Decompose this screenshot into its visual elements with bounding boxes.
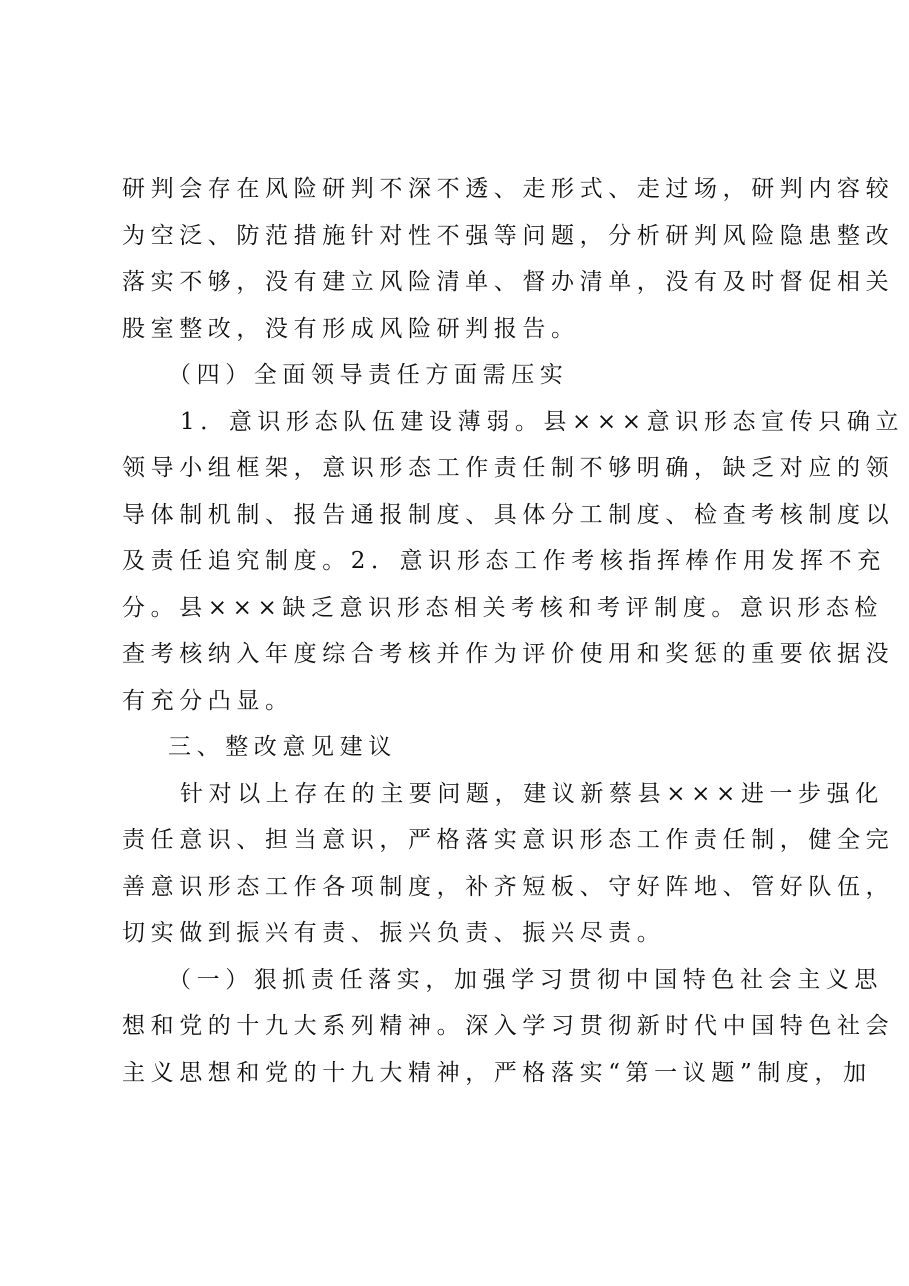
paragraph-line: （一）狠抓责任落实，加强学习贯彻中国特色社会主义思 <box>168 966 883 993</box>
section-heading: 三、整改意见建议 <box>168 734 397 760</box>
document-body <box>122 166 905 1096</box>
paragraph-line: 股室整改，没有形成风险研判报告。 <box>122 315 580 342</box>
paragraph-line: 及责任追究制度。2．意识形态工作考核指挥棒作用发挥不充 <box>122 548 886 574</box>
section-heading: （四）全面领导责任方面需压实 <box>168 362 569 388</box>
paragraph-line: 分。县×××缺乏意识形态相关考核和考评制度。意识形态检 <box>122 594 884 621</box>
paragraph-line: 落实不够，没有建立风险清单、督办清单，没有及时督促相关 <box>122 269 895 295</box>
paragraph-line: 切实做到振兴有责、振兴负责、振兴尽责。 <box>122 920 666 946</box>
paragraph-line: 领导小组框架，意识形态工作责任制不够明确，缺乏对应的领 <box>122 455 895 481</box>
paragraph-line: 研判会存在风险研判不深不透、走形式、走过场，研判内容较 <box>122 176 895 202</box>
paragraph-line: 责任意识、担当意识，严格落实意识形态工作责任制，健全完 <box>122 827 895 853</box>
paragraph-line: 为空泛、防范措施针对性不强等问题，分析研判风险隐患整改 <box>122 222 895 249</box>
paragraph-line: 查考核纳入年度综合考核并作为评价使用和奖惩的重要依据没 <box>122 641 895 667</box>
paragraph-line: 主义思想和党的十九大精神，严格落实“第一议题”制度，加 <box>122 1059 872 1086</box>
paragraph-line: 针对以上存在的主要问题，建议新蔡县×××进一步强化 <box>180 780 884 807</box>
paragraph-line: 导体制机制、报告通报制度、具体分工制度、检查考核制度以 <box>122 501 895 528</box>
paragraph-line: 善意识形态工作各项制度，补齐短板、守好阵地、管好队伍， <box>122 873 895 900</box>
paragraph-line: 想和党的十九大系列精神。深入学习贯彻新时代中国特色社会 <box>122 1013 895 1039</box>
paragraph-line: 有充分凸显。 <box>122 687 294 714</box>
paragraph-line: 1．意识形态队伍建设薄弱。县×××意识形态宣传只确立 <box>180 408 905 435</box>
